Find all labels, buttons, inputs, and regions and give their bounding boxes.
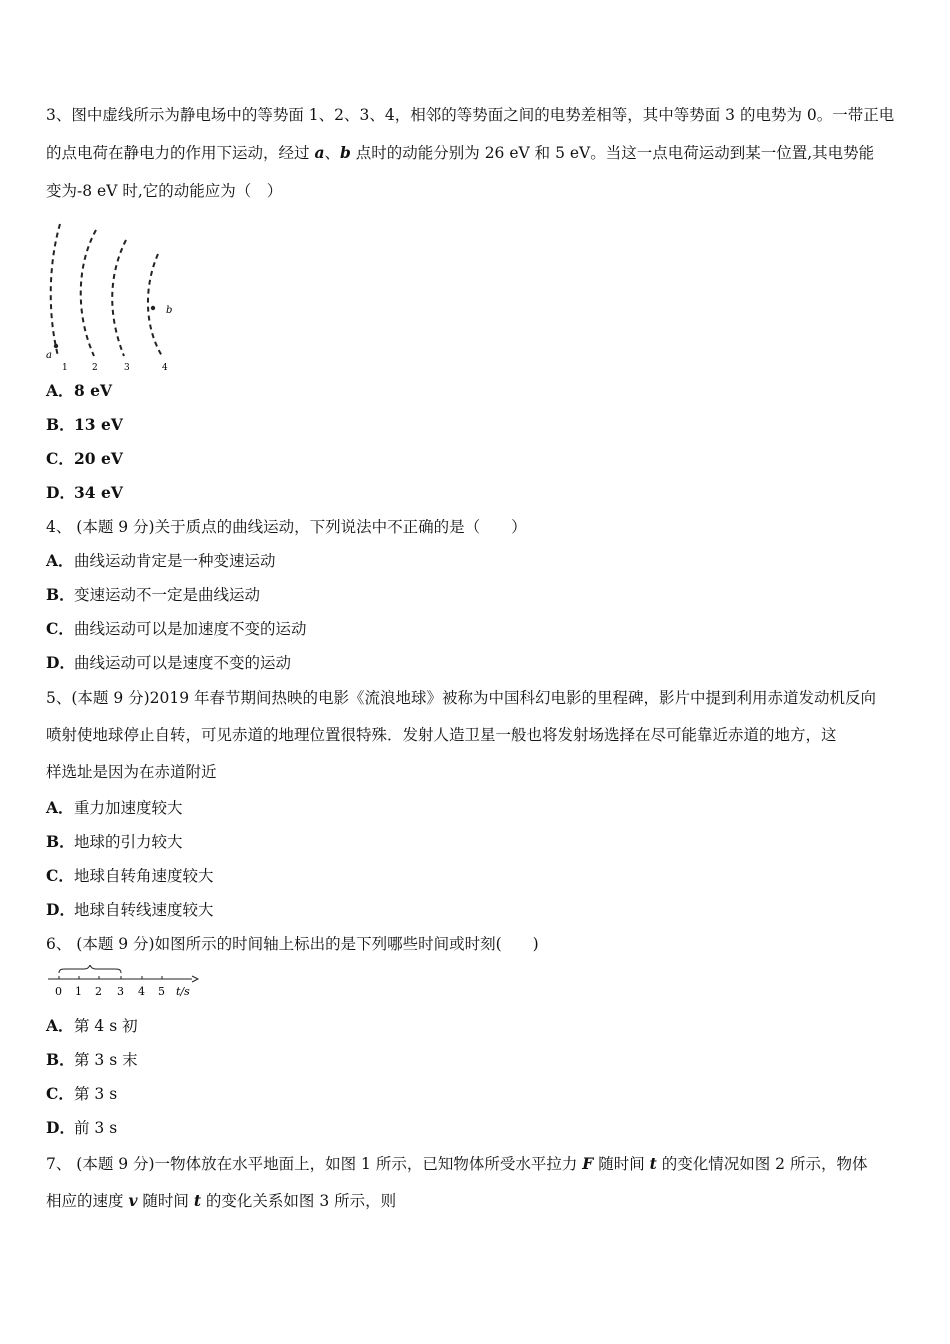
q4-option-a[interactable]: A．曲线运动肯定是一种变速运动 — [46, 551, 276, 570]
q7-line2-text-c: 的变化关系如图 3 所示，则 — [200, 1192, 397, 1210]
surface-label-2: 2 — [92, 363, 98, 373]
q4-option-c[interactable]: C．曲线运动可以是加速度不变的运动 — [46, 619, 307, 638]
q3-var-b: b — [340, 143, 351, 162]
q7-line1-text-b: 随时间 — [593, 1155, 650, 1173]
equipotential-figure — [46, 216, 186, 374]
question-5 — [46, 680, 908, 927]
tick-label-1: 1 — [75, 985, 82, 998]
label-b: b — [166, 305, 173, 316]
surface-label-3: 3 — [124, 363, 130, 373]
question-4 — [46, 510, 908, 680]
tick-label-0: 0 — [55, 985, 62, 998]
q7-line2-text-a: 相应的速度 — [46, 1192, 129, 1210]
q4-option-d[interactable]: D．曲线运动可以是速度不变的运动 — [46, 653, 292, 672]
tick-label-2: 2 — [95, 985, 102, 998]
tick-label-3: 3 — [117, 985, 124, 998]
q3-option-a[interactable]: A．8 eV — [46, 381, 113, 400]
q7-var-t2: t — [193, 1191, 201, 1210]
q3-option-c[interactable]: C．20 eV — [46, 449, 123, 468]
q5-option-b[interactable]: B．地球的引力较大 — [46, 832, 183, 851]
question-6 — [46, 927, 908, 1145]
q7-var-F: F — [582, 1154, 594, 1173]
equipotential-line-3 — [112, 240, 126, 356]
q6-option-d[interactable]: D．前 3 s — [46, 1118, 118, 1137]
q3-line2-text-a: 的点电荷在静电力的作用下运动，经过 — [46, 144, 315, 162]
tick-label-5: 5 — [158, 985, 165, 998]
q7-stem-line-1 — [46, 1145, 908, 1182]
point-b-dot — [151, 306, 155, 310]
label-a: a — [46, 350, 52, 361]
q6-option-c[interactable]: C．第 3 s — [46, 1084, 118, 1103]
q7-line1-text-a: 7、 (本题 9 分)一物体放在水平地面上，如图 1 所示，已知物体所受水平拉力 — [46, 1155, 583, 1173]
q7-var-t: t — [649, 1154, 657, 1173]
q3-stem-line-3: 变为-8 eV 时,它的动能应为（ ） — [46, 182, 283, 200]
q5-stem-line-2: 喷射使地球停止自转，可见赤道的地理位置很特殊．发射人造卫星一般也将发射场选择在尽可能靠近赤道的地方，这 — [46, 726, 837, 744]
q7-line1-text-c: 的变化情况如图 2 所示，物体 — [656, 1155, 868, 1173]
q5-stem-line-1: 5、(本题 9 分)2019 年春节期间热映的电影《流浪地球》被称为中国科幻电影的里程碑，影片中提到利用赤道发动机反向 — [46, 689, 877, 707]
q7-line2-text-b: 随时间 — [137, 1192, 194, 1210]
surface-label-4: 4 — [162, 363, 168, 373]
equipotential-line-2 — [81, 230, 96, 356]
q3-option-d[interactable]: D．34 eV — [46, 483, 123, 502]
point-a-dot — [54, 344, 58, 348]
q3-stem-line-1: 3、图中虚线所示为静电场中的等势面 1、2、3、4，相邻的等势面之间的电势差相等，其中等势面 3 的电势为 0。一带正电 — [46, 106, 895, 124]
equipotential-line-4 — [148, 254, 162, 356]
tick-label-4: 4 — [138, 985, 145, 998]
q5-option-d[interactable]: D．地球自转线速度较大 — [46, 900, 214, 919]
equipotential-line-1 — [51, 224, 60, 356]
question-7 — [46, 1145, 908, 1219]
time-axis-arrow — [192, 976, 198, 982]
q6-option-b[interactable]: B．第 3 s 末 — [46, 1050, 138, 1069]
q3-var-a: a — [314, 143, 325, 162]
axis-unit-label: t/s — [176, 985, 190, 998]
q3-line2-text-b: 点时的动能分别为 26 eV 和 5 eV。当这一点电荷运动到某一位置,其电势能 — [350, 144, 875, 162]
q7-stem-line-2 — [46, 1182, 908, 1219]
q5-option-c[interactable]: C．地球自转角速度较大 — [46, 866, 214, 885]
q4-option-b[interactable]: B．变速运动不一定是曲线运动 — [46, 585, 261, 604]
q6-stem: 6、 (本题 9 分)如图所示的时间轴上标出的是下列哪些时间或时刻( ) — [46, 935, 539, 953]
q4-stem: 4、 (本题 9 分)关于质点的曲线运动，下列说法中不正确的是（ ） — [46, 518, 527, 536]
question-3 — [46, 96, 908, 510]
q5-option-a[interactable]: A．重力加速度较大 — [46, 798, 183, 817]
time-axis-figure — [46, 965, 206, 1009]
q3-stem-line-2 — [46, 134, 908, 172]
brace-0-to-3 — [59, 965, 121, 973]
q3-separator: 、 — [324, 144, 340, 162]
document-page — [46, 96, 908, 1219]
q3-option-b[interactable]: B．13 eV — [46, 415, 123, 434]
q7-var-v: v — [128, 1191, 138, 1210]
q6-option-a[interactable]: A．第 4 s 初 — [46, 1016, 138, 1035]
surface-label-1: 1 — [62, 363, 68, 373]
q5-stem-line-3: 样选址是因为在赤道附近 — [46, 763, 217, 781]
